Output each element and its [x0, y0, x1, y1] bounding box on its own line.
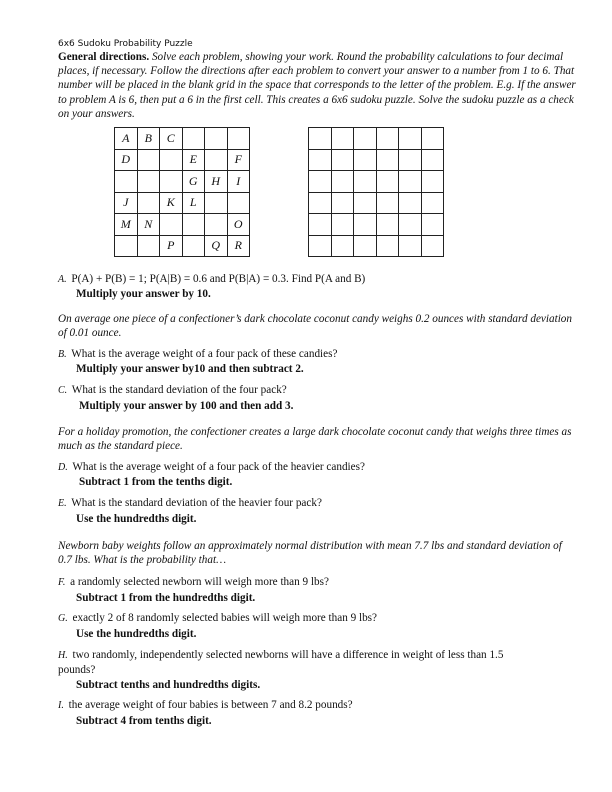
- letter-grid-cell: [205, 128, 228, 150]
- answer-grid-cell[interactable]: [331, 214, 354, 236]
- problem-h-letter: H.: [58, 650, 68, 661]
- problem-c-letter: C.: [58, 385, 68, 396]
- answer-grid-cell[interactable]: [309, 192, 332, 214]
- answer-grid-cell[interactable]: [309, 171, 332, 193]
- letter-grid-cell: B: [137, 128, 160, 150]
- letter-grid-cell: [182, 128, 205, 150]
- answer-grid-cell[interactable]: [309, 128, 332, 150]
- answer-grid-cell[interactable]: [354, 214, 377, 236]
- letter-grid-cell: A: [115, 128, 138, 150]
- problem-b-letter: B.: [58, 349, 67, 360]
- letter-grid-row: [115, 214, 250, 236]
- letter-grid-row: [115, 171, 250, 193]
- letter-grid-cell: F: [227, 149, 250, 171]
- letter-grid-cell: [227, 192, 250, 214]
- answer-grid-cell[interactable]: [354, 192, 377, 214]
- problem-h-question: two randomly, independently selected newborns will have a difference in weight of less than 1.5 pounds?: [58, 649, 504, 677]
- problem-i-question: the average weight of four babies is between 7 and 8.2 pounds?: [68, 699, 353, 711]
- answer-grid-cell[interactable]: [421, 128, 444, 150]
- answer-grid-cell[interactable]: [421, 149, 444, 171]
- answer-grid-cell[interactable]: [331, 235, 354, 257]
- answer-grid-row: [309, 214, 444, 236]
- answer-grid-cell[interactable]: [354, 235, 377, 257]
- answer-grid-cell[interactable]: [309, 214, 332, 236]
- letter-grid-cell: J: [115, 192, 138, 214]
- letter-grid-cell: [137, 235, 160, 257]
- problem-f: [58, 575, 329, 590]
- letter-grid-cell: [205, 192, 228, 214]
- directions-label: General directions.: [58, 51, 150, 63]
- problem-g-question: exactly 2 of 8 randomly selected babies will weigh more than 9 lbs?: [72, 612, 377, 624]
- problem-i-instruction: Subtract 4 from tenths digit.: [76, 715, 212, 727]
- answer-grid-cell[interactable]: [309, 149, 332, 171]
- answer-grid-cell[interactable]: [399, 149, 422, 171]
- letter-grid-cell: G: [182, 171, 205, 193]
- letter-grid-cell: I: [227, 171, 250, 193]
- letter-grid-row: [115, 235, 250, 257]
- problem-h: [58, 648, 528, 677]
- letter-grid-row: [115, 128, 250, 150]
- problem-g: [58, 611, 377, 626]
- answer-grid-row: [309, 149, 444, 171]
- answer-grid-cell[interactable]: [354, 128, 377, 150]
- problem-g-letter: G.: [58, 613, 68, 624]
- answer-grid-row: [309, 235, 444, 257]
- problem-f-instruction: Subtract 1 from the hundredths digit.: [76, 592, 256, 604]
- problem-a-instruction: Multiply your answer by 10.: [76, 288, 211, 300]
- answer-grid-cell[interactable]: [331, 149, 354, 171]
- letter-grid-cell: R: [227, 235, 250, 257]
- answer-grid-cell[interactable]: [376, 235, 399, 257]
- answer-grid-row: [309, 171, 444, 193]
- answer-grid-cell[interactable]: [421, 171, 444, 193]
- letter-grid-cell: [182, 235, 205, 257]
- problem-a-letter: A.: [58, 274, 67, 285]
- problem-e-question: What is the standard deviation of the heavier four pack?: [71, 497, 322, 509]
- problem-i-letter: I.: [58, 700, 64, 711]
- letter-grid-cell: M: [115, 214, 138, 236]
- answer-grid-row: [309, 128, 444, 150]
- problem-e-letter: E.: [58, 498, 67, 509]
- answer-grid-cell[interactable]: [421, 192, 444, 214]
- letter-grid-cell: [160, 214, 183, 236]
- letter-grid-cell: [137, 149, 160, 171]
- letter-grid-cell: Q: [205, 235, 228, 257]
- answer-grid-cell[interactable]: [331, 128, 354, 150]
- problem-d-letter: D.: [58, 462, 68, 473]
- problem-d-question: What is the average weight of a four pack of the heavier candies?: [72, 461, 365, 473]
- letter-grid-cell: [205, 149, 228, 171]
- letter-grid-cell: H: [205, 171, 228, 193]
- answer-grid-cell[interactable]: [399, 192, 422, 214]
- answer-grid-cell[interactable]: [421, 214, 444, 236]
- letter-grid-cell: K: [160, 192, 183, 214]
- answer-grid-cell[interactable]: [421, 235, 444, 257]
- problem-e: [58, 496, 322, 511]
- letter-grid-cell: [115, 171, 138, 193]
- letter-grid-cell: [160, 171, 183, 193]
- answer-grid-cell[interactable]: [399, 214, 422, 236]
- answer-grid-cell[interactable]: [309, 235, 332, 257]
- problem-g-instruction: Use the hundredths digit.: [76, 628, 197, 640]
- answer-grid-cell[interactable]: [331, 171, 354, 193]
- problem-a-question: P(A) + P(B) = 1; P(A|B) = 0.6 and P(B|A) = 0.3. Find P(A and B): [71, 273, 366, 285]
- directions-text: Solve each problem, showing your work. Round the probability calculations to four decimal places, if necessary. Follow the directions after each problem to convert your answer to a number from 1 to 6. That number will be placed in the blank grid in the space that corresponds to the letter of the problem. E.g. If the answer to problem A is 6, then put a 6 in the first cell. This creates a 6x6 sudoku puzzle. Solve the sudoku puzzle as a check on your answers.: [58, 51, 576, 120]
- letter-grid-cell: O: [227, 214, 250, 236]
- problem-i: [58, 698, 353, 713]
- problem-b-instruction: Multiply your answer by10 and then subtract 2.: [76, 363, 304, 375]
- letter-grid: [114, 127, 250, 257]
- general-directions: [58, 50, 578, 121]
- page-header-title: 6x6 Sudoku Probability Puzzle: [58, 39, 193, 49]
- letter-grid-cell: [160, 149, 183, 171]
- answer-grid-cell[interactable]: [331, 192, 354, 214]
- problem-f-question: a randomly selected newborn will weigh more than 9 lbs?: [70, 576, 329, 588]
- answer-grid-cell[interactable]: [354, 149, 377, 171]
- problem-c-instruction: Multiply your answer by 100 and then add 3.: [79, 400, 294, 412]
- problem-f-letter: F.: [58, 577, 66, 588]
- letter-grid-cell: C: [160, 128, 183, 150]
- problem-d: [58, 460, 365, 475]
- letter-grid-cell: [205, 214, 228, 236]
- answer-grid: [308, 127, 444, 257]
- letter-grid-row: [115, 192, 250, 214]
- letter-grid-cell: [227, 128, 250, 150]
- answer-grid-cell[interactable]: [399, 171, 422, 193]
- problem-b: [58, 347, 337, 362]
- candy-intro: On average one piece of a confectioner’s dark chocolate coconut candy weighs 0.2 ounces with standard deviation of 0.01 ounce.: [58, 313, 572, 340]
- letter-grid-cell: [137, 192, 160, 214]
- letter-grid-cell: [182, 214, 205, 236]
- letter-grid-cell: P: [160, 235, 183, 257]
- letter-grid-cell: D: [115, 149, 138, 171]
- problem-h-instruction: Subtract tenths and hundredths digits.: [76, 679, 261, 691]
- holiday-intro: For a holiday promotion, the confectioner creates a large dark chocolate coconut candy that weighs three times as much as the standard piece.: [58, 426, 572, 453]
- answer-grid-cell[interactable]: [399, 128, 422, 150]
- problem-a: [58, 272, 365, 287]
- baby-intro: Newborn baby weights follow an approximately normal distribution with mean 7.7 lbs and standard deviation of 0.7 lbs. What is the probability that…: [58, 540, 562, 567]
- letter-grid-cell: L: [182, 192, 205, 214]
- answer-grid-cell[interactable]: [376, 149, 399, 171]
- problem-c-question: What is the standard deviation of the four pack?: [71, 384, 287, 396]
- answer-grid-cell[interactable]: [399, 235, 422, 257]
- letter-grid-row: [115, 149, 250, 171]
- answer-grid-cell[interactable]: [376, 192, 399, 214]
- problem-e-instruction: Use the hundredths digit.: [76, 513, 197, 525]
- answer-grid-cell[interactable]: [376, 214, 399, 236]
- problem-b-question: What is the average weight of a four pack of these candies?: [71, 348, 338, 360]
- letter-grid-cell: [115, 235, 138, 257]
- letter-grid-cell: E: [182, 149, 205, 171]
- answer-grid-cell[interactable]: [376, 171, 399, 193]
- problem-c: [58, 383, 287, 398]
- answer-grid-cell[interactable]: [354, 171, 377, 193]
- letter-grid-cell: [137, 171, 160, 193]
- answer-grid-cell[interactable]: [376, 128, 399, 150]
- problem-d-instruction: Subtract 1 from the tenths digit.: [79, 476, 233, 488]
- answer-grid-row: [309, 192, 444, 214]
- letter-grid-cell: N: [137, 214, 160, 236]
